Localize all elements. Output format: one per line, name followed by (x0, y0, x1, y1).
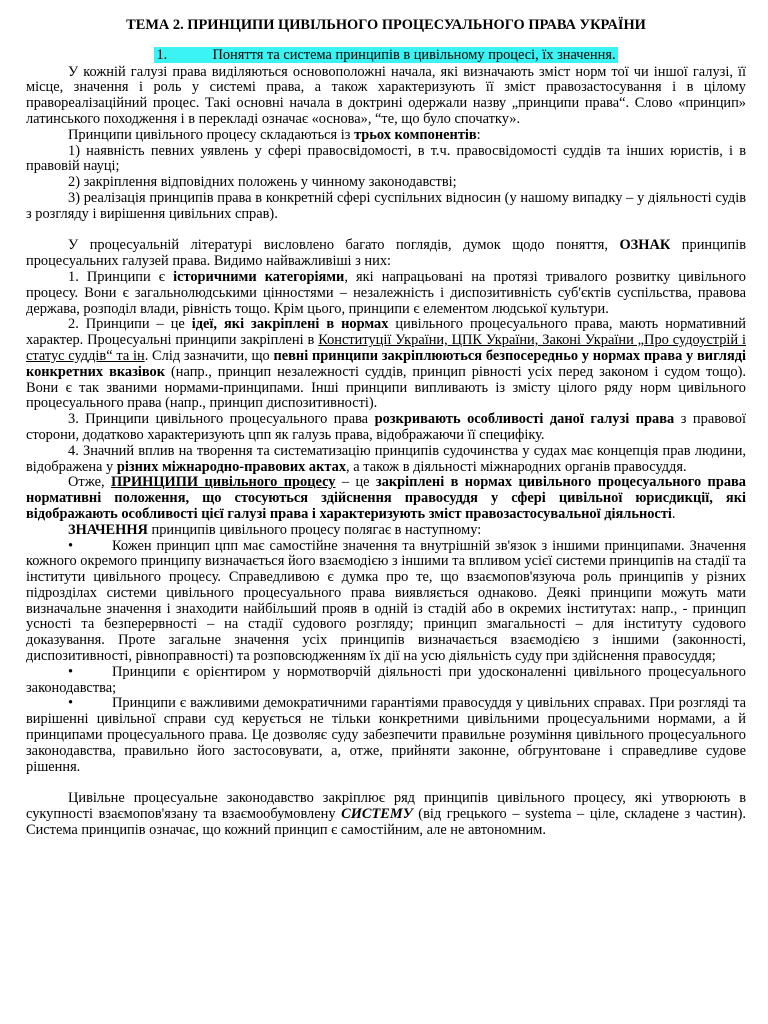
section-heading-highlight (154, 47, 617, 63)
feature-item-4: 4. Значний вплив на творення та систематизацію принципів судочинства у судах має концепція прав людини, відображена у різних міжнародно-правових актах, а також в діяльності міжнародних органів правосуддя. (26, 442, 746, 475)
bullet-item-2: • Принципи є орієнтиром у нормотворчій діяльності при удосконаленні цивільного процесуального законодавства; (26, 663, 746, 696)
bullet-item-1: • Кожен принцип цпп має самостійне значення та внутрішній зв'язок з іншими принципами. Значення кожного окремого принципу визначається його взаємодією з іншими та впливом усієї системи принципів на стадії та інститути цивільного процесу. Справедливою є думка про те, що взаємопов'язуюча роль принципів у різних підрозділах системи цивільного процесуального права виявляється однаково. Деякі принципи можуть мати визначальне значення і знаходити найбільший прояв в одній із стадій або в окремих інститутах: напр., - принцип усності та безперервності – на стадії судового розгляду; принцип змагальності – для інституту судового доказування. Проте загальне значення усіх принципів визначається взаємодією з іншими (законності, диспозитивності, рівноправності) та розповсюдженням їх дії на усю діяльність суду при здійснення правосуддя; (26, 537, 746, 665)
paragraph-components: Принципи цивільного процесу складаються із трьох компонентів: (68, 126, 481, 143)
section-title: Поняття та система принципів в цивільному процесі, їх значення. (212, 46, 616, 63)
spacer (26, 775, 746, 791)
feature-item-2: 2. Принципи – це ідеї, які закріплені в нормах цивільного процесуального права, мають нормативний характер. Процесуальні принципи закріплені в Конституції України, ЦПК України, Законі України „Про судоустрій і статус суддів“ та ін. Слід зазначити, що певні принципи закріплюються безпосередньо у нормах права у вигляді конкретних вказівок (напр., принцип незалежності суддів, принцип рівності усіх перед законом і судом тощо). Вони є так званими нормами-принципами. Інші принципи випливають із змісту цілого ряду норм цивільного процесуального права (напр., принцип диспозитивності). (26, 316, 747, 412)
paragraph-features: У процесуальній літературі висловлено багато поглядів, думок щодо поняття, ОЗНАК принципів процесуальних галузей права. Видимо найважливіші з них: (26, 237, 746, 270)
section-heading (26, 48, 746, 64)
feature-item-1: 1. Принципи є історичними категоріями, які напрацьовані на протязі тривалого розвитку цивільного процесу. Вони є загальнолюдськими цінностями – незалежність і диспозитивність суб'єктів суспільства, правова держава, розподіл влади, рівність тощо. Крім цього, принципи є елементом людської культури. (26, 268, 747, 317)
bullet-icon: • (68, 537, 74, 554)
paragraph-system: Цивільне процесуальне законодавство закріплює ряд принципів цивільного процесу, які утворюють в сукупності взаємопов'язану та взаємообумовлену СИСТЕМУ (від грецького – systema – ціле, складене з частин). Система принципів означає, що кожний принцип є самостійним, але не автономним. (26, 790, 746, 838)
defined-term: ПРИНЦИПИ цивільного процесу (110, 474, 336, 491)
paragraph-significance: ЗНАЧЕННЯ принципів цивільного процесу полягає в наступному: (68, 521, 482, 538)
bullet-item-3: • Принципи є важливими демократичними гарантіями правосуддя у цивільних справах. При розгляді та вирішенні цивільної справи суд керується не тільки конкретними цивільними процесуальними нормами, а й принципами процесуального права. Це дозволяє суду забезпечити правильне розуміння цивільного процесуального законодавства, правильно його застосовувати, а, отже, прийняти законне, обгрунтоване і справедливе судове рішення. (26, 695, 746, 775)
list-item-component-3: 3) реалізація принципів права в конкретній сфері суспільних відносин (у нашому випадку – у діяльності судів з розгляду і вирішення цивільних справ). (26, 189, 746, 222)
section-number: 1. (156, 46, 168, 63)
page-title: ТЕМА 2. ПРИНЦИПИ ЦИВІЛЬНОГО ПРОЦЕСУАЛЬНОГО ПРАВА УКРАЇНИ (126, 17, 646, 33)
bullet-icon: • (68, 695, 74, 712)
paragraph-definition: Отже, ПРИНЦИПИ цивільного процесу – це закріплені в нормах цивільного процесуального права нормативні положення, що стосуються здійснення правосуддя у сфері цивільної юрисдикції, які відображають особливості цієї галузі права і характеризують зміст правозастосувальної діяльності. (26, 474, 746, 522)
list-item-component-2: 2) закріплення відповідних положень у чинному законодавстві; (68, 174, 457, 191)
legislation-reference: Конституції України, ЦПК України, Законі України „Про судоустрій і статус суддів“ та ін (26, 332, 746, 364)
paragraph-intro: У кожній галузі права виділяються основоположні начала, які визначають зміст норм тої чи іншої галузі, її місце, значення і роль у системі права, а також характеризують її зміст правозастосування і в цілому правореалізаційний процес. Такі основні начала в доктрині одержали назву „принципи права“. Слово «принцип» латинського походження і в перекладі означає «основа», “те, що було спочатку». (26, 63, 746, 127)
list-item-component-1: 1) наявність певних уявлень у сфері правосвідомості, в т.ч. правосвідомості суддів та інших юристів, і в правовій науці; (26, 142, 746, 175)
spacer (26, 223, 746, 239)
bullet-icon: • (68, 663, 74, 680)
feature-item-3: 3. Принципи цивільного процесуального права розкривають особливості даної галузі права з правової сторони, додатково характеризують цпп як галузь права, відображаючи її специфіку. (26, 411, 746, 443)
